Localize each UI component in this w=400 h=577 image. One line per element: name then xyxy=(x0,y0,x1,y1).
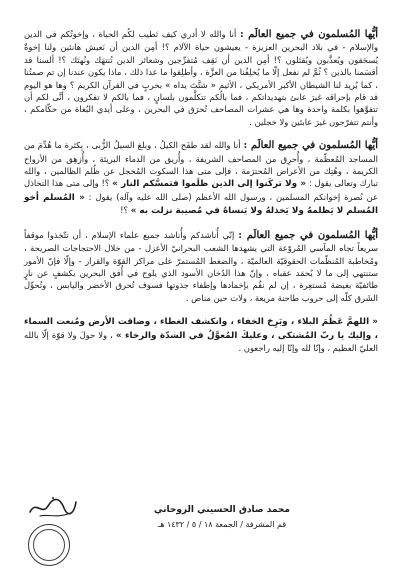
closing-text: ، ولا حولَ ولا قوّة إلّا بالله العليّ العظيم ، وإنّا لله وإنّا إليه راجعون . xyxy=(24,329,378,353)
handwritten-signature-icon xyxy=(26,494,80,520)
quran-quote: « ولا تركَنوا إلى الذين ظلَموا فتمسَّكم النار » xyxy=(112,179,307,190)
paragraph-2 xyxy=(24,139,378,217)
signature-text xyxy=(122,502,322,532)
paragraph-4 xyxy=(24,315,378,354)
official-seal-icon xyxy=(28,524,70,566)
paragraph-text: إنّي أُناشدكم وأُناشد جميع علماء الإسلام ، أن تتّخذوا موقفاً سريعاً تجاه المآسي المُروّعة التي يشهدها الشعب البحرانيّ الأعزل - من خلال الاحتجاجات الصريحة ، ومُخاطبة المُنظّمات الحقوقيّة العالميّة ، والضغط المُستمرّ على مراكز القوّة والقرار - وإلّا فإنّ الأمور ستنتهي إلى ما لا يُحمَد عقباه ، وإنّ هذا الدُخان الأسود الذي يلوح في أُفق البحرين بكشفٍ عن نارٍ طائفيّة بغيضة مُستعِرة ، إن لم نقُم بإخمادها وإطفاء جذوتها فسوف تُحرق الأخضر واليابس ، وتُحوِّل الشَرق كلّه إلى حروب طاحنة مريعة ، ولات حين مناص . xyxy=(24,229,378,303)
paragraph-heading: أيُّها المُسلمون في جميع العالَم : xyxy=(238,229,379,241)
paragraph-1 xyxy=(24,28,378,128)
signatory-name: محمد صادق الحسيني الروحاني xyxy=(153,505,290,515)
paragraph-text-continued: ؟! وإلى متى هذا التخاذل عن نُصرة إخوانكم المسلمين ، ورسول الله الأعظم (صلى الله عليه وآله) يقول : xyxy=(24,178,378,202)
hadith-quote: « المُسلم أخو المُسلم لا يَظلمهُ ولا يَخذلهُ ولا يَنساهُ في مُصيبة نزلت به » xyxy=(24,192,378,217)
paragraph-heading: أيُّها المُسلمون في جميع العالَم : xyxy=(243,140,378,152)
prayer-quote: « اللهمَّ عَظُمَ البلاء ، وبَرِحَ الخفاء ، وانكشف الغطاء ، وضاقت الأرض ومُنعت السماء ، وإليك يا ربّ المُشتكى ، وعليكَ المُعوَّلُ في الشدّة والرخاء » xyxy=(24,317,378,341)
paragraph-heading: أيُّها المُسلمون في جميع العالَم : xyxy=(239,29,378,40)
paragraph-3 xyxy=(24,229,378,304)
paragraph-text: أنا والله لا أدري كيف تَطيب لكُم الحياة ، وإخوتُكم في الدين والإسلام - في بلاد البحرين العزيزة - يعيشون حياة الآلام ؟! أمِن الدين أن نَعيش هانئين ولنا إخوةٌ يُسحَقون ويُعذَّبون ويُقتَلون ؟! أمِن الدين أن نَقِف مُتفرِّجين وشعائر الدين تُنتهَك ونُهتَك ؟! ألسنا قد أقسَمنا بالدين ؟ ثُمَّ لم نفعل إلّا ما يُخلِفُنا من العزَّة ، وأطلِقوا ما عدا ذلك ، ماذا يكون عندنا إن تم صمتُنا ، كما يُريد لنا الشيطان الأكبر الأمريكي ، الأثيم « شتَّتَ يداه » بحربٍ في القرآن الكريم ؟ وها هو اليوم قد قام بإحراقه غيرَ عابئ بتهديداتكم ، فما بالُكم تتكلَّمون بلسانٍ ، فما بالكم لا تفكرون ، أنَّى لكم أن تتفوَّهوا بكلمة واحدة وها هي عشرات المصاحف تُحرَق في البحرين ، وعلى أيدي البُغاة من حكّامكم ، وأنتم تتفرّجون غيرَ عابئين ولا خجلين . xyxy=(24,29,378,127)
paragraph-text: أنا والله لقد طفَح الكيلُ ، وبلغ السيلُ الزُّبى ، بِكثرة ما هُدِّمَ من المساجد المُعظّمة ، وأُحرِق من المصاحف الشريفة ، وأُريق من الدماء البريئة ، وأُزهِق من الأرواح الكريمة ، وهُتِك من الأعراض المُحترَمة ، فإلى متى هذا السكوت المُخجل عن ظُلم الظالمين ، والله تبارك وتعالى يقول : xyxy=(24,140,378,189)
paragraph-end: ؟! xyxy=(120,205,128,216)
place-and-date: قم المشرفة / الجمعة ١٨ / ٥ / ١٤٣٢ هـ xyxy=(157,520,287,529)
document-page xyxy=(14,10,386,570)
signature-block xyxy=(14,490,386,570)
